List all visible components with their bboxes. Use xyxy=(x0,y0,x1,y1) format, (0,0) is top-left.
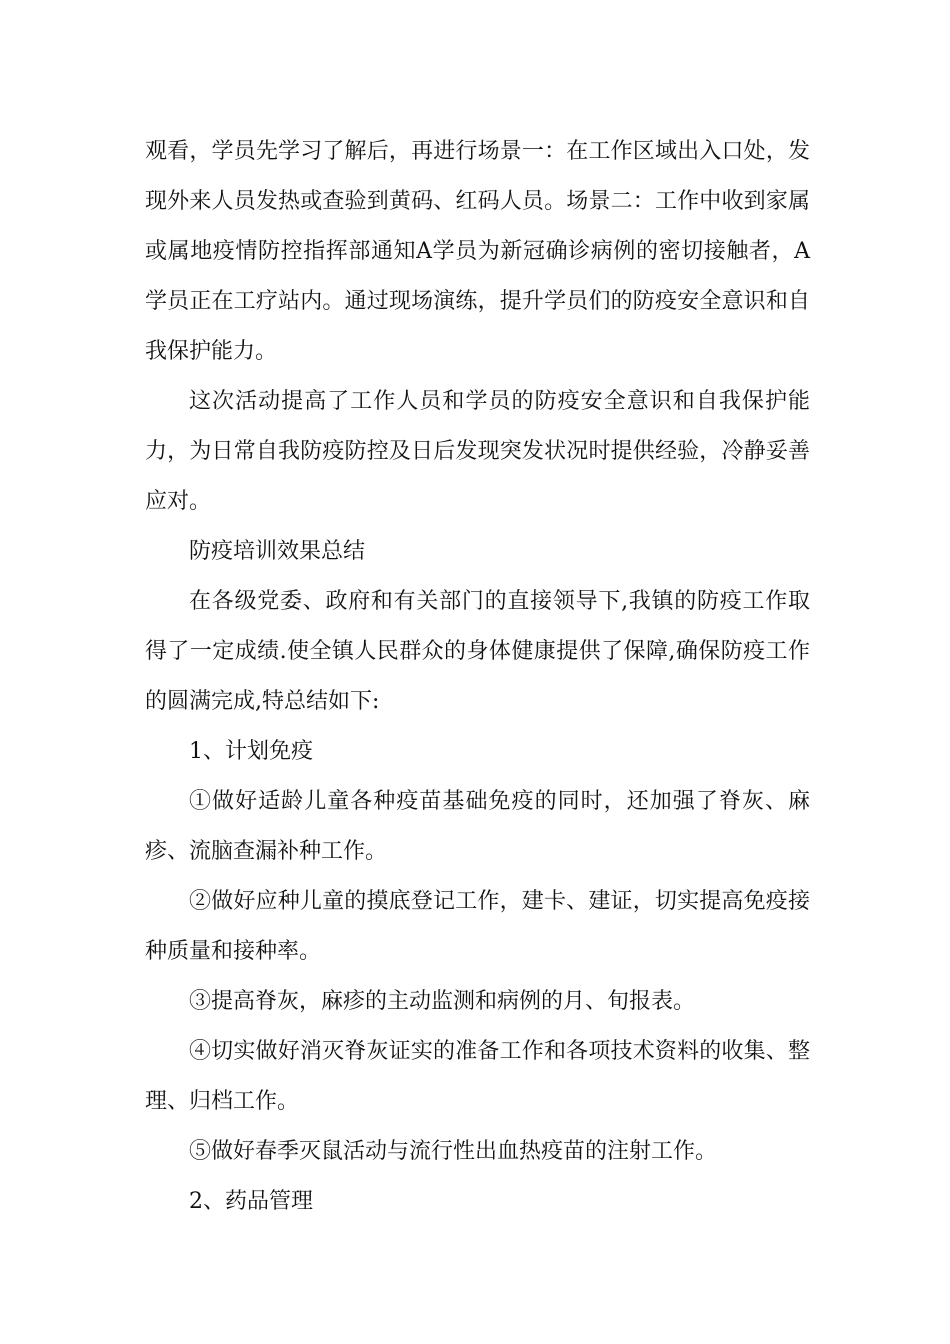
list-item-3: ③提高脊灰，麻疹的主动监测和病例的月、旬报表。 xyxy=(189,989,696,1014)
paragraph-activity-outcome: 这次活动提高了工作人员和学员的防疫安全意识和自我保护能力，为日常自我防疫防控及日后发现突发状况时提供经验，冷静妥善应对。 xyxy=(145,389,810,514)
list-heading-planned-immunization: 1、计划免疫 xyxy=(189,739,313,764)
paragraph-summary-intro: 在各级党委、政府和有关部门的直接领导下,我镇的防疫工作取得了一定成绩.使全镇人民群众的身体健康提供了保障,确保防疫工作的圆满完成,特总结如下: xyxy=(145,589,810,714)
document-body xyxy=(145,127,810,1227)
list-item-1: ①做好适龄儿童各种疫苗基础免疫的同时，还加强了脊灰、麻疹、流脑查漏补种工作。 xyxy=(145,789,810,864)
paragraph-field-drill-scenarios: 观看，学员先学习了解后，再进行场景一：在工作区域出入口处，发现外来人员发热或查验到黄码、红码人员。场景二：工作中收到家属或属地疫情防控指挥部通知A学员为新冠确诊病例的密切接触者，A学员正在工疗站内。通过现场演练，提升学员们的防疫安全意识和自我保护能力。 xyxy=(145,139,810,364)
section-heading-training-summary: 防疫培训效果总结 xyxy=(189,539,366,564)
list-item-5: ⑤做好春季灭鼠活动与流行性出血热疫苗的注射工作。 xyxy=(189,1139,718,1164)
list-item-4: ④切实做好消灭脊灰证实的准备工作和各项技术资料的收集、整理、归档工作。 xyxy=(145,1039,810,1114)
list-item-2: ②做好应种儿童的摸底登记工作，建卡、建证，切实提高免疫接种质量和接种率。 xyxy=(145,889,810,964)
list-heading-drug-management: 2、药品管理 xyxy=(189,1189,313,1214)
